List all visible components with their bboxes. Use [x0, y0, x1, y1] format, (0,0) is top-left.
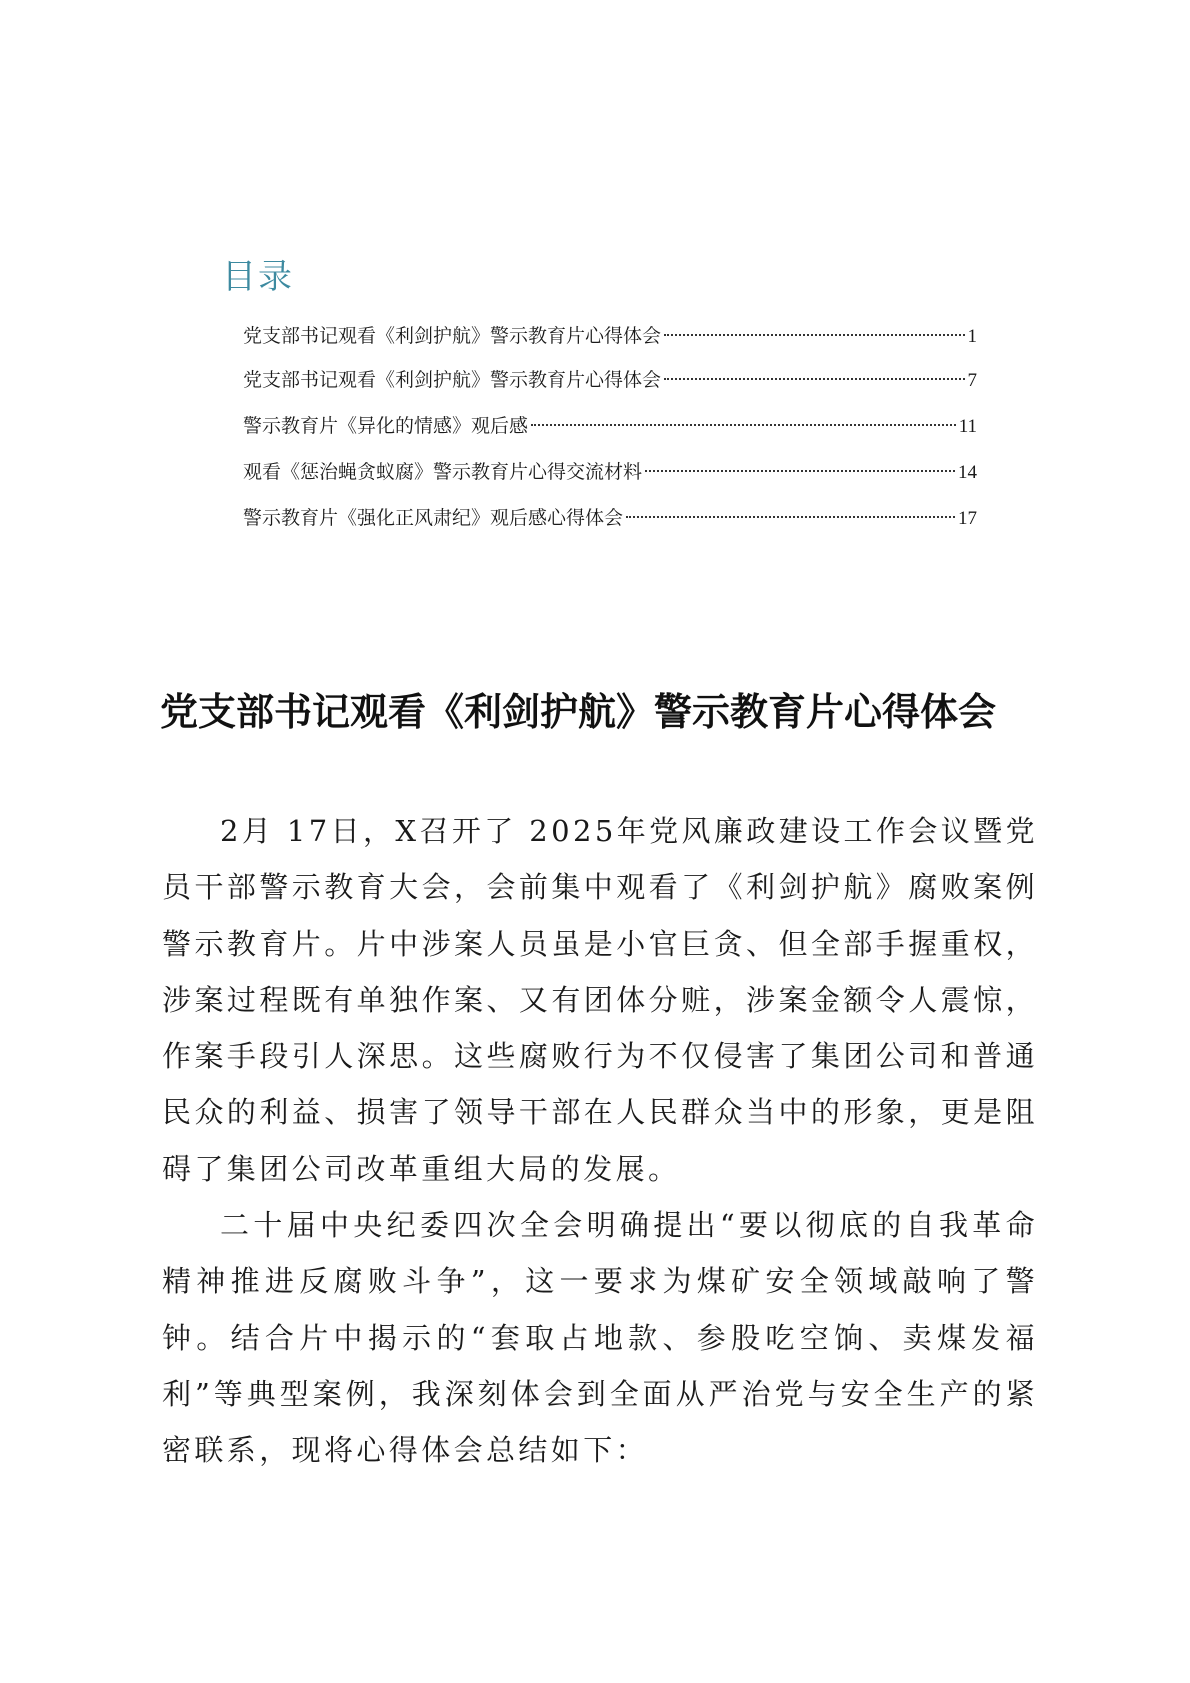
article-paragraph-1: 2月 17日，X召开了 2025年党风廉政建设工作会议暨党员干部警示教育大会，会前集中观看了《利剑护航》腐败案例警示教育片。片中涉案人员虽是小官巨贪、但全部手握重权，涉案过程既有单独作案、又有团体分赃，涉案金额令人震惊，作案手段引人深思。这些腐败行为不仅侵害了集团公司和普通民众的利益、损害了领导干部在人民群众当中的形象，更是阻碍了集团公司改革重组大局的发展。: [162, 814, 1038, 1186]
toc-entry-4[interactable]: [243, 456, 977, 488]
toc-entry-page: 17: [958, 508, 977, 529]
toc-dot-leader: [664, 378, 964, 380]
toc-entry-3[interactable]: [243, 410, 977, 442]
toc-entry-2[interactable]: [243, 364, 977, 396]
toc-entry-title: 党支部书记观看《利剑护航》警示教育片心得体会: [243, 369, 662, 391]
toc-entry-page: 1: [967, 326, 977, 347]
toc-entry-title: 党支部书记观看《利剑护航》警示教育片心得体会: [243, 325, 662, 347]
toc-entry-title: 警示教育片《异化的情感》观后感: [243, 415, 529, 437]
toc-dot-leader: [645, 470, 955, 472]
article-paragraph-2: 二十届中央纪委四次全会明确提出“要以彻底的自我革命精神推进反腐败斗争”，这一要求为煤矿安全领域敲响了警钟。结合片中揭示的“套取占地款、参股吃空饷、卖煤发福利”等典型案例，我深刻体会到全面从严治党与安全生产的紧密联系，现将心得体会总结如下：: [162, 1208, 1038, 1468]
article-title: 党支部书记观看《利剑护航》警示教育片心得体会: [160, 690, 997, 734]
toc-dot-leader: [626, 516, 955, 518]
toc-entry-page: 7: [967, 370, 977, 391]
toc-dot-leader: [531, 424, 956, 426]
toc-entry-5[interactable]: [243, 502, 977, 534]
toc-entry-title: 警示教育片《强化正风肃纪》观后感心得体会: [243, 507, 624, 529]
toc-entry-1[interactable]: [243, 320, 977, 352]
toc-entry-page: 11: [958, 416, 977, 437]
toc-dot-leader: [664, 334, 964, 336]
toc-heading: 目录: [222, 257, 294, 297]
toc-entry-title: 观看《惩治蝇贪蚁腐》警示教育片心得交流材料: [243, 461, 643, 483]
toc-entry-page: 14: [958, 462, 977, 483]
article-body: [162, 803, 1038, 1479]
